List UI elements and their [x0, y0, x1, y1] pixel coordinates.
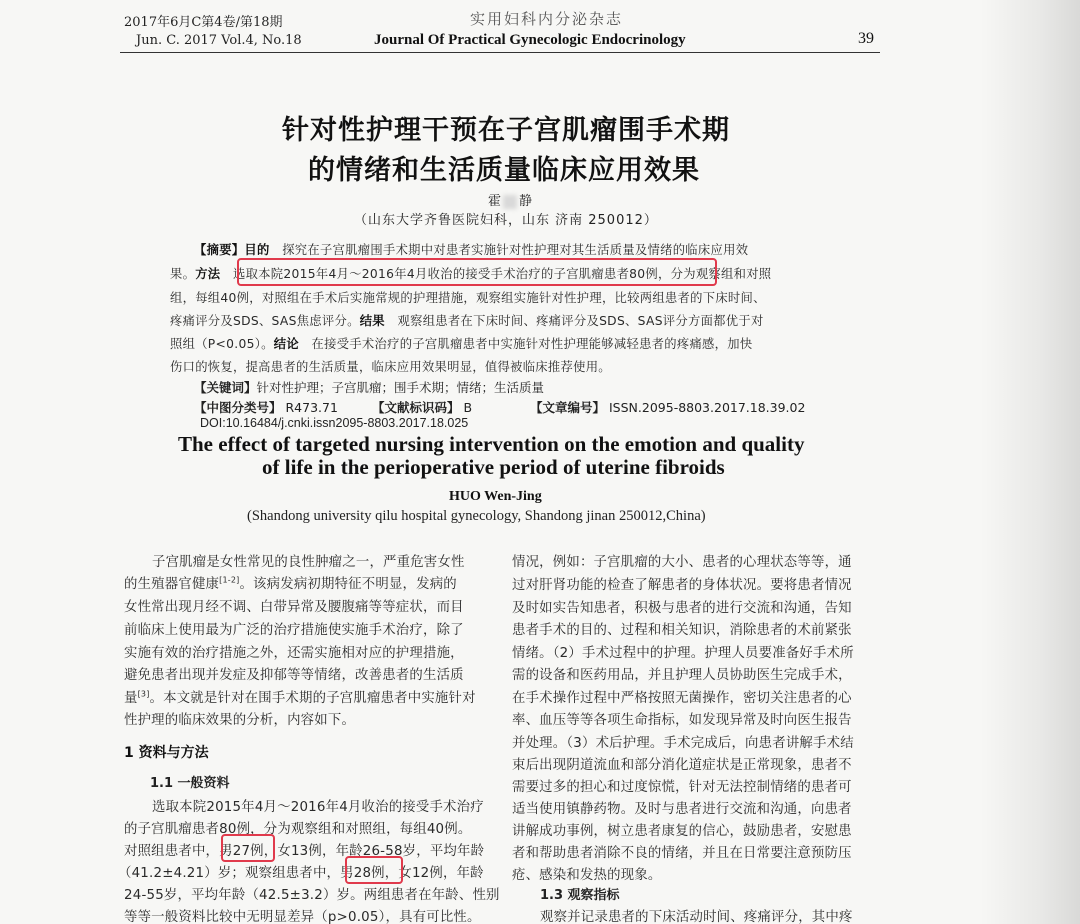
redacted-name — [503, 195, 517, 209]
right-col-line: 束后出现阴道流血和部分消化道症状是正常现象，患者不 — [512, 758, 852, 773]
abstract-line-5: 照组（P<0.05）。结论 在接受手术治疗的子宫肌瘤患者中实施针对性护理能够减轻患者的疼痛感，加快 — [170, 337, 753, 351]
article-number: 【文章编号】 ISSN.2095-8803.2017.18.39.02 — [530, 400, 806, 415]
abstract-line-4: 疼痛评分及SDS、SAS焦虑评分。结果 观察组患者在下床时间、疼痛评分及SDS、SAS评分方面都优于对 — [170, 314, 764, 328]
title-en-line1: The effect of targeted nursing intervention on the emotion and quality — [178, 432, 805, 456]
page-number: 39 — [858, 30, 874, 47]
title-cn-line2: 的情绪和生活质量临床应用效果 — [308, 155, 700, 186]
author-cn: 霍 静 — [488, 194, 533, 209]
title-cn-line1: 针对性护理干预在子宫肌瘤围手术期 — [282, 115, 730, 146]
right-col-line: 适当使用镇静药物。及时与患者进行交流和沟通，向患者 — [512, 802, 852, 817]
data-line: 等等一般资料比较中无明显差异（p>0.05），具有可比性。 — [124, 910, 481, 924]
intro-line: 的生殖器官健康[1-2]。该病发病初期特征不明显，发病的 — [124, 575, 457, 592]
intro-line: 女性常出现月经不调、白带异常及腰腹痛等等症状，而目 — [124, 600, 464, 615]
right-col-line: 情况，例如：子宫肌瘤的大小、患者的心理状态等等，通 — [512, 555, 852, 570]
abstract-line-2: 果。方法 选取本院2015年4月～2016年4月收治的接受手术治疗的子宫肌瘤患者80例，分为观察组和对照 — [170, 267, 772, 281]
intro-line: 量[3]。本文就是针对在围手术期的子宫肌瘤患者中实施针对 — [124, 689, 476, 706]
intro-line: 性护理的临床效果的分析，内容如下。 — [124, 713, 356, 728]
right-col-line: 需要过多的担心和过度惊慌，针对无法控制情绪的患者可 — [512, 780, 852, 795]
intro-line: 避免患者出现并发症及抑郁等等情绪，改善患者的生活质 — [124, 668, 464, 683]
header-rule — [120, 52, 880, 53]
right-col-line: 并处理。（3）术后护理。手术完成后，向患者讲解手术结 — [512, 736, 854, 751]
right-col-line: 需的设备和医药用品，并且护理人员协助医生完成手术， — [512, 668, 852, 683]
affiliation-cn: （山东大学齐鲁医院妇科，山东 济南 250012） — [354, 213, 658, 228]
affiliation-en: (Shandong university qilu hospital gynecology, Shandong jinan 250012,China) — [247, 508, 706, 524]
right-col-line: 情绪。（2）手术过程中的护理。护理人员要准备好手术所 — [512, 646, 854, 661]
right-col-line: 疮、感染和发热的现象。 — [512, 868, 662, 883]
subsection-heading-1-1: 1.1 一般资料 — [150, 776, 230, 791]
intro-line: 实施有效的治疗措施之外，还需实施相对应的护理措施， — [124, 646, 464, 661]
issue-info-en: Jun. C. 2017 Vol.4, No.18 — [136, 33, 302, 48]
right-col-line: 在手术操作过程中严格按照无菌操作，密切关注患者的心 — [512, 691, 852, 706]
right-col-line: 率、血压等等各项生命指标，如发现异常及时向医生报告 — [512, 713, 852, 728]
data-line: 的子宫肌瘤患者80例，分为观察组和对照组，每组40例。 — [124, 822, 472, 837]
page-edge-shadow — [980, 0, 1080, 924]
right-col-line: 患者手术的目的、过程和相关知识，消除患者的术前紧张 — [512, 623, 852, 638]
clc-number: 【中图分类号】 R473.71 — [194, 400, 338, 415]
abstract-line-3: 组，每组40例，对照组在手术后实施常规的护理措施，观察组实施针对性护理，比较两组患者的下床时间、 — [170, 291, 766, 305]
highlight-box-method — [237, 258, 717, 286]
issue-info-cn: 2017年6月C第4卷/第18期 — [124, 15, 283, 30]
data-line: 24-55岁，平均年龄（42.5±3.2）岁。两组患者在年龄、性别 — [124, 888, 500, 903]
journal-name-en: Journal Of Practical Gynecologic Endocrinology — [374, 32, 686, 48]
highlight-box-male-observation — [345, 856, 403, 884]
right-col-line: 观察并记录患者的下床活动时间、疼痛评分，其中疼 — [540, 910, 853, 924]
abstract-line-6: 伤口的恢复，提高患者的生活质量，临床应用效果明显，值得被临床推荐使用。 — [170, 360, 611, 374]
title-en-line2: of life in the perioperative period of uterine fibroids — [262, 455, 725, 479]
right-col-line: 及时如实告知患者，积极与患者的进行交流和沟通，告知 — [512, 601, 852, 616]
right-col-line: 者和帮助患者消除不良的情绪，并且在日常要注意预防压 — [512, 846, 852, 861]
doc-code: 【文献标识码】 B — [372, 400, 473, 415]
keywords: 【关键词】针对性护理；子宫肌瘤；围手术期；情绪；生活质量 — [194, 380, 545, 395]
right-col-line: 过对肝肾功能的检查了解患者的身体状况。要将患者情况 — [512, 578, 852, 593]
section-heading-1: 1 资料与方法 — [124, 745, 209, 761]
intro-line: 子宫肌瘤是女性常见的良性肿瘤之一，严重危害女性 — [152, 555, 465, 570]
highlight-box-male-control — [221, 834, 275, 862]
journal-name-cn: 实用妇科内分泌杂志 — [470, 10, 624, 28]
right-col-line: 讲解成功事例，树立患者康复的信心，鼓励患者，安慰患 — [512, 824, 852, 839]
subsection-heading-1-3: 1.3 观察指标 — [540, 888, 620, 903]
intro-line: 前临床上使用最为广泛的治疗措施使实施手术治疗，除了 — [124, 623, 464, 638]
doi: DOI:10.16484/j.cnki.issn2095-8803.2017.18.025 — [200, 416, 469, 430]
author-en: HUO Wen-Jing — [449, 489, 542, 504]
abstract-line-1: 【摘要】目的 探究在子宫肌瘤围手术期中对患者实施针对性护理对其生活质量及情绪的临床应用效 — [194, 243, 749, 257]
data-line: 选取本院2015年4月～2016年4月收治的接受手术治疗 — [152, 800, 484, 815]
data-line: （41.2±4.21）岁；观察组患者中，男28例，女12例，年龄 — [118, 866, 484, 881]
data-line: 对照组患者中，男27例，女13例，年龄26-58岁，平均年龄 — [124, 844, 485, 859]
